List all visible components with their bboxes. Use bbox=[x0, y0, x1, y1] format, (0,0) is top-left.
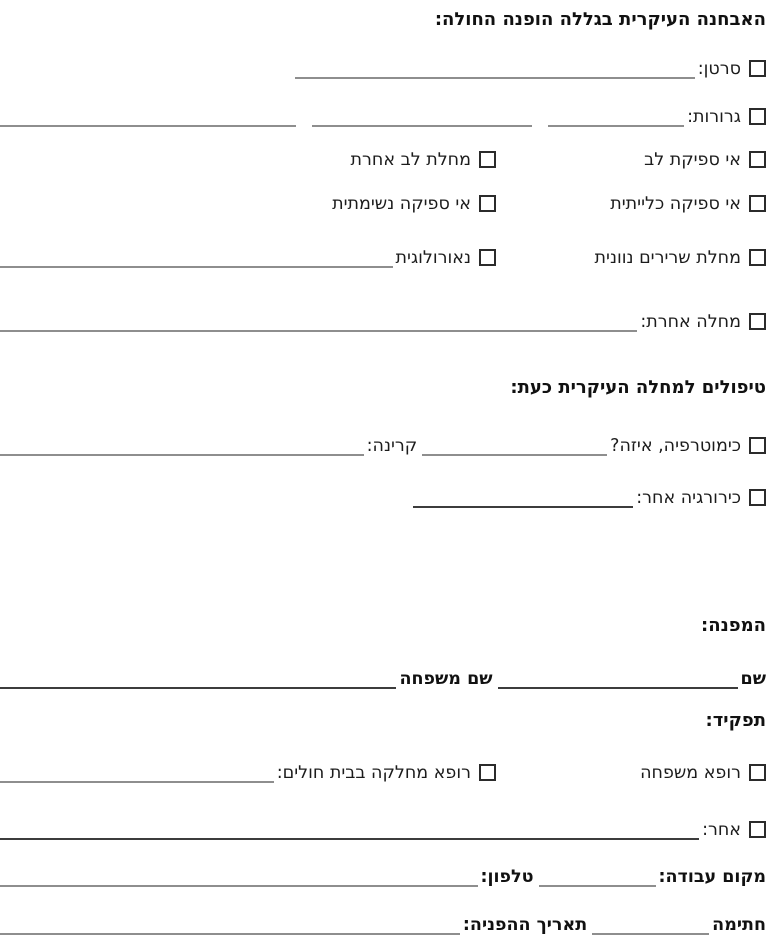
row-role-other bbox=[0, 814, 766, 840]
row-muscle-neuro bbox=[0, 242, 766, 268]
family-doctor-checkbox[interactable] bbox=[749, 764, 766, 781]
metastases-checkbox[interactable] bbox=[749, 108, 766, 125]
other-disease-input-line[interactable] bbox=[0, 318, 637, 332]
referrer-section-title: המפנה: bbox=[701, 615, 766, 636]
surgery-other-label: כירורגיה אחר: bbox=[636, 487, 741, 508]
cancer-checkbox[interactable] bbox=[749, 60, 766, 77]
renal-failure-checkbox[interactable] bbox=[749, 195, 766, 212]
radiation-input-line[interactable] bbox=[0, 442, 364, 456]
role-section-title: תפקיד: bbox=[705, 710, 766, 731]
referral-date-label: תאריך ההפניה: bbox=[462, 914, 588, 935]
muscle-disease-checkbox[interactable] bbox=[749, 249, 766, 266]
cell-muscle-disease bbox=[496, 248, 766, 268]
row-other-disease bbox=[0, 306, 766, 332]
radiation-label: קרינה: bbox=[366, 435, 418, 456]
row-heart bbox=[0, 144, 766, 170]
chemotherapy-input-line[interactable] bbox=[422, 442, 607, 456]
chemotherapy-checkbox[interactable] bbox=[749, 437, 766, 454]
muscle-disease-label: מחלת שרירים נוונית bbox=[594, 247, 741, 268]
metastases-input-line-3[interactable] bbox=[0, 113, 296, 127]
other-heart-disease-checkbox[interactable] bbox=[479, 151, 496, 168]
respiratory-failure-label: אי ספיקה נשימתית bbox=[332, 193, 471, 214]
cell-family-doctor bbox=[496, 763, 766, 783]
row-metastases bbox=[0, 101, 766, 127]
last-name-label: שם משפחה bbox=[399, 668, 493, 689]
row-name bbox=[0, 663, 766, 689]
other-heart-disease-label: מחלת לב אחרת bbox=[350, 149, 471, 170]
ward-doctor-label: רופא מחלקה בבית חולים: bbox=[276, 762, 471, 783]
metastases-input-line-1[interactable] bbox=[548, 113, 684, 127]
diagnosis-section-title: האבחנה העיקרית בגללה הופנה החולה: bbox=[434, 9, 766, 30]
family-doctor-label: רופא משפחה bbox=[640, 762, 741, 783]
signature-label: חתימה bbox=[712, 914, 766, 935]
phone-label: טלפון: bbox=[480, 866, 534, 887]
respiratory-failure-checkbox[interactable] bbox=[479, 195, 496, 212]
cancer-label: סרטן: bbox=[697, 58, 741, 79]
cancer-input-line[interactable] bbox=[295, 65, 695, 79]
cell-renal-failure bbox=[496, 194, 766, 214]
neurological-checkbox[interactable] bbox=[479, 249, 496, 266]
first-name-label: שם bbox=[740, 668, 766, 689]
workplace-input-line[interactable] bbox=[539, 873, 656, 887]
role-other-label: אחר: bbox=[702, 819, 741, 840]
role-other-input-line[interactable] bbox=[0, 826, 699, 840]
other-disease-checkbox[interactable] bbox=[749, 313, 766, 330]
renal-failure-label: אי ספיקה כלייתית bbox=[610, 193, 741, 214]
surgery-other-input-line[interactable] bbox=[413, 494, 633, 508]
row-failures bbox=[0, 188, 766, 214]
workplace-label: מקום עבודה: bbox=[658, 866, 766, 887]
row-cancer bbox=[0, 53, 766, 79]
phone-input-line[interactable] bbox=[0, 873, 478, 887]
cell-other-heart-disease bbox=[0, 150, 496, 170]
heart-failure-checkbox[interactable] bbox=[749, 151, 766, 168]
cell-neurological bbox=[0, 248, 496, 268]
treatments-section-title: טיפולים למחלה העיקרית כעת: bbox=[510, 377, 766, 398]
neurological-input-line[interactable] bbox=[0, 254, 393, 268]
row-surgery-other bbox=[0, 482, 766, 508]
cell-ward-doctor bbox=[0, 763, 496, 783]
heart-failure-label: אי ספיקת לב bbox=[644, 149, 741, 170]
other-disease-label: מחלה אחרת: bbox=[640, 311, 741, 332]
row-chemotherapy bbox=[0, 430, 766, 456]
cell-heart-failure bbox=[496, 150, 766, 170]
first-name-input-line[interactable] bbox=[498, 675, 738, 689]
row-signature bbox=[0, 909, 766, 935]
ward-doctor-checkbox[interactable] bbox=[479, 764, 496, 781]
role-other-checkbox[interactable] bbox=[749, 821, 766, 838]
referral-date-input-line[interactable] bbox=[0, 921, 460, 935]
surgery-other-checkbox[interactable] bbox=[749, 489, 766, 506]
metastases-label: גרורות: bbox=[687, 106, 741, 127]
row-workplace bbox=[0, 861, 766, 887]
neurological-label: נאורולוגית bbox=[395, 247, 471, 268]
chemotherapy-label: כימוטרפיה, איזה? bbox=[610, 435, 741, 456]
cell-respiratory-failure bbox=[0, 194, 496, 214]
metastases-input-line-2[interactable] bbox=[312, 113, 532, 127]
row-role bbox=[0, 757, 766, 783]
ward-doctor-input-line[interactable] bbox=[0, 769, 274, 783]
signature-input-line[interactable] bbox=[592, 921, 709, 935]
last-name-input-line[interactable] bbox=[0, 675, 396, 689]
